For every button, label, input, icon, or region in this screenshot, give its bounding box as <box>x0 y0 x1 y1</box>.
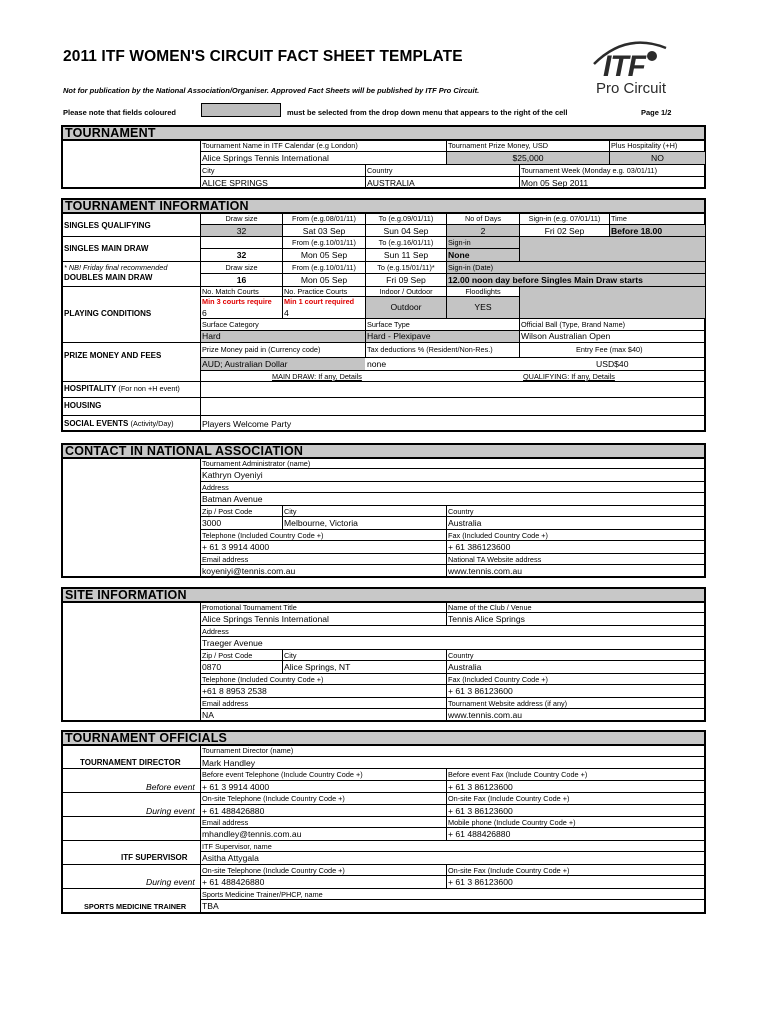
page-number: Page 1/2 <box>641 108 672 117</box>
d-signin-label: Sign-in (Date) <box>448 263 494 272</box>
surface-category-select[interactable]: Hard <box>202 331 221 341</box>
sup-fax-label: On-site Fax (Include Country Code +) <box>448 866 570 875</box>
site-fax-label: Fax (Included Country Code +) <box>448 675 548 684</box>
q-to-label: To (e.g.09/01/11) <box>378 214 434 223</box>
floodlights-select[interactable]: YES <box>474 302 492 312</box>
q-from-field[interactable]: Sat 03 Sep <box>302 226 346 236</box>
td-email-label: Email address <box>202 818 249 827</box>
m-signin-label: Sign-in <box>448 238 471 247</box>
m-from-field[interactable]: Mon 05 Sep <box>300 250 348 260</box>
d-from-field[interactable]: Mon 05 Sep <box>300 275 348 285</box>
d-to-field[interactable]: Fri 09 Sep <box>386 275 426 285</box>
q-signin-field[interactable]: Fri 02 Sep <box>544 226 585 236</box>
before-fax-field[interactable]: + 61 3 86123600 <box>448 782 513 792</box>
before-tel-label: Before event Telephone (Include Country Code +) <box>202 770 363 779</box>
contact-zip-label: Zip / Post Code <box>202 507 253 516</box>
site-country-field[interactable]: Australia <box>448 662 482 672</box>
q-from-label: From (e.g.08/01/11) <box>292 214 356 223</box>
club-venue-label: Name of the Club / Venue <box>448 603 532 612</box>
supervisor-name-label: ITF Supervisor, name <box>202 842 272 851</box>
onsite-fax-label: On-site Fax (Include Country Code +) <box>448 794 570 803</box>
contact-address-field[interactable]: Batman Avenue <box>202 494 263 504</box>
administrator-label: Tournament Administrator (name) <box>202 459 311 468</box>
playing-conditions-label: PLAYING CONDITIONS <box>64 309 152 318</box>
mobile-field[interactable]: + 61 488426880 <box>448 829 511 839</box>
practice-courts-field[interactable]: 4 <box>284 308 289 318</box>
page-title: 2011 ITF WOMEN'S CIRCUIT FACT SHEET TEMPLATE <box>63 48 463 65</box>
supervisor-name-field[interactable]: Asitha Attygala <box>202 853 259 863</box>
onsite-tel-label: On-site Telephone (Include Country Code +) <box>202 794 345 803</box>
hospitality-row-label: HOSPITALITY (For non +H event) <box>64 384 180 393</box>
d-signin-select[interactable]: 12.00 noon day before Singles Main Draw starts <box>448 275 643 285</box>
tax-label: Tax deductions % (Resident/Non-Res.) <box>367 345 493 354</box>
logo-itf-text: ITF <box>603 50 645 83</box>
practice-courts-requirement: Min 1 court required <box>284 297 355 306</box>
smt-name-label: Sports Medicine Trainer/PHCP, name <box>202 890 323 899</box>
contact-tel-field[interactable]: + 61 3 9914 4000 <box>202 542 270 552</box>
m-drawsize-field[interactable]: 32 <box>236 250 247 260</box>
indoor-outdoor-label: Indoor / Outdoor <box>379 287 433 296</box>
contact-city-label: City <box>284 507 297 516</box>
publication-note: Not for publication by the National Association/Organiser. Approved Fact Sheets will be published by ITF Pro Circuit. <box>63 86 480 95</box>
d-drawsize-field[interactable]: 16 <box>236 275 247 285</box>
m-signin-select[interactable]: None <box>448 250 470 260</box>
no-days-label: No of Days <box>464 214 502 223</box>
before-tel-field[interactable]: + 61 3 9914 4000 <box>202 782 270 792</box>
prize-money-select[interactable]: $25,000 <box>512 153 544 163</box>
section-contact <box>61 457 706 578</box>
site-address-field[interactable]: Traeger Avenue <box>202 638 263 648</box>
contact-city-field[interactable]: Melbourne, Victoria <box>284 518 358 528</box>
tax-field[interactable]: none <box>367 359 387 369</box>
td-name-field[interactable]: Mark Handley <box>202 758 256 768</box>
q-time-select[interactable]: Before 18.00 <box>611 226 663 236</box>
doubles-main-draw-label: DOUBLES MAIN DRAW <box>64 273 153 282</box>
contact-country-field[interactable]: Australia <box>448 518 482 528</box>
site-tel-field[interactable]: +61 8 8953 2538 <box>202 686 267 696</box>
indoor-outdoor-select[interactable]: Outdoor <box>390 302 422 312</box>
hospitality-select[interactable]: NO <box>651 153 664 163</box>
color-note-right: must be selected from the drop down menu that appears to the right of the cell <box>287 108 568 117</box>
contact-tel-label: Telephone (Included Country Code +) <box>202 531 324 540</box>
contact-email-label: Email address <box>202 555 249 564</box>
logo-pro-circuit-text: Pro Circuit <box>596 80 667 97</box>
before-event-label: Before event <box>146 782 195 792</box>
match-courts-field[interactable]: 6 <box>202 308 207 318</box>
tournament-week-label: Tournament Week (Monday e.g. 03/01/11) <box>521 166 658 175</box>
site-web-label: Tournament Website address (if any) <box>448 699 568 708</box>
city-label: City <box>202 166 215 175</box>
d-to-label: To (e.g.15/01/11)* <box>377 263 435 272</box>
sup-tel-label: On-site Telephone (Include Country Code +) <box>202 866 345 875</box>
d-drawsize-label: Draw size <box>225 263 258 272</box>
hospitality-label: Plus Hospitality (+H) <box>611 141 678 150</box>
site-zip-label: Zip / Post Code <box>202 651 253 660</box>
td-name-label: Tournament Director (name) <box>202 746 294 755</box>
country-label: Country <box>367 166 393 175</box>
tournament-name-label: Tournament Name in ITF Calendar (e.g London) <box>202 141 358 150</box>
tournament-name-field[interactable]: Alice Springs Tennis International <box>202 153 329 163</box>
site-email-label: Email address <box>202 699 249 708</box>
site-fax-field[interactable]: + 61 3 86123600 <box>448 686 513 696</box>
official-ball-label: Official Ball (Type, Brand Name) <box>521 320 626 329</box>
dropdown-color-swatch <box>201 103 281 117</box>
m-to-field[interactable]: Sun 11 Sep <box>383 250 429 260</box>
club-venue-field[interactable]: Tennis Alice Springs <box>448 614 525 624</box>
practice-courts-label: No. Practice Courts <box>284 287 348 296</box>
match-courts-requirement: Min 3 courts require <box>202 297 272 306</box>
sup-during-event-label: During event <box>146 877 195 887</box>
prize-money-label: Tournament Prize Money, USD <box>448 141 549 150</box>
qualifying-details-label: QUALIFYING: If any, Details <box>523 372 615 381</box>
section-header-tournament-information: TOURNAMENT INFORMATION <box>61 198 706 214</box>
entry-fee-field[interactable]: USD$40 <box>596 359 629 369</box>
section-header-site-information: SITE INFORMATION <box>61 587 706 603</box>
itf-supervisor-label: ITF SUPERVISOR <box>121 853 188 862</box>
housing-label: HOUSING <box>64 401 102 410</box>
promo-title-label: Promotional Tournament Title <box>202 603 297 612</box>
currency-label: Prize Money paid in (Currency code) <box>202 345 321 354</box>
sports-medicine-trainer-label: SPORTS MEDICINE TRAINER <box>84 902 187 911</box>
match-courts-label: No. Match Courts <box>202 287 259 296</box>
site-email-field[interactable]: NA <box>202 710 214 720</box>
onsite-tel-field[interactable]: + 61 488426880 <box>202 806 265 816</box>
during-event-label: During event <box>146 806 195 816</box>
section-header-contact: CONTACT IN NATIONAL ASSOCIATION <box>61 443 706 459</box>
m-to-label: To (e.g.16/01/11) <box>378 238 434 247</box>
sup-tel-field[interactable]: + 61 488426880 <box>202 877 265 887</box>
q-signin-label: Sign-in (e.g. 07/01/11) <box>528 214 601 223</box>
tournament-director-label: TOURNAMENT DIRECTOR <box>80 758 181 767</box>
promo-title-field[interactable]: Alice Springs Tennis International <box>202 614 329 624</box>
singles-qualifying-label: SINGLES QUALIFYING <box>64 221 151 230</box>
country-field[interactable]: AUSTRALIA <box>367 178 415 188</box>
prize-money-fees-label: PRIZE MONEY AND FEES <box>64 351 162 360</box>
before-fax-label: Before event Fax (Include Country Code +) <box>448 770 588 779</box>
section-site-information <box>61 601 706 722</box>
onsite-fax-field[interactable]: + 61 3 86123600 <box>448 806 513 816</box>
q-drawsize-select[interactable]: 32 <box>236 226 247 236</box>
friday-final-note: * NB! Friday final recommended <box>64 263 168 272</box>
contact-email-field[interactable]: koyeniyi@tennis.com.au <box>202 566 296 576</box>
contact-web-field[interactable]: www.tennis.com.au <box>448 566 523 576</box>
tournament-week-field[interactable]: Mon 05 Sep 2011 <box>521 178 589 188</box>
site-zip-field[interactable]: 0870 <box>202 662 222 672</box>
section-header-officials: TOURNAMENT OFFICIALS <box>61 730 706 746</box>
surface-category-label: Surface Category <box>202 320 259 329</box>
contact-address-label: Address <box>202 483 229 492</box>
smt-name-field[interactable]: TBA <box>202 901 219 911</box>
color-note-left: Please note that fields coloured <box>63 108 176 117</box>
site-country-label: Country <box>448 651 474 660</box>
q-days-select[interactable]: 2 <box>480 226 486 236</box>
td-email-field[interactable]: mhandley@tennis.com.au <box>202 829 302 839</box>
contact-web-label: National TA Website address <box>448 555 542 564</box>
contact-fax-label: Fax (Included Country Code +) <box>448 531 548 540</box>
sup-fax-field[interactable]: + 61 3 86123600 <box>448 877 513 887</box>
contact-fax-field[interactable]: + 61 386123600 <box>448 542 511 552</box>
singles-main-draw-label: SINGLES MAIN DRAW <box>64 244 149 253</box>
city-field[interactable]: ALICE SPRINGS <box>202 178 268 188</box>
mobile-label: Mobile phone (Include Country Code +) <box>448 818 576 827</box>
contact-zip-field[interactable]: 3000 <box>202 518 222 528</box>
official-ball-field[interactable]: Wilson Australian Open <box>521 331 611 341</box>
site-web-field[interactable]: www.tennis.com.au <box>448 710 523 720</box>
q-drawsize-label: Draw size <box>225 214 258 223</box>
site-tel-label: Telephone (Included Country Code +) <box>202 675 324 684</box>
q-time-label: Time <box>611 214 627 223</box>
site-city-label: City <box>284 651 297 660</box>
q-to-field[interactable]: Sun 04 Sep <box>383 226 429 236</box>
section-header-tournament: TOURNAMENT <box>61 125 706 141</box>
main-draw-details-label: MAIN DRAW: If any, Details <box>272 372 362 381</box>
m-from-label: From (e.g.10/01/11) <box>292 238 356 247</box>
currency-select[interactable]: AUD; Australian Dollar <box>202 359 288 369</box>
social-events-field[interactable]: Players Welcome Party <box>202 419 292 429</box>
floodlights-label: Floodlights <box>465 287 501 296</box>
site-address-label: Address <box>202 627 229 636</box>
administrator-field[interactable]: Kathryn Oyeniyi <box>202 470 263 480</box>
surface-type-label: Surface Type <box>367 320 410 329</box>
contact-country-label: Country <box>448 507 474 516</box>
entry-fee-label: Entry Fee (max $40) <box>576 345 643 354</box>
d-from-label: From (e.g.10/01/11) <box>292 263 356 272</box>
social-events-label: SOCIAL EVENTS (Activity/Day) <box>64 419 174 428</box>
surface-type-select[interactable]: Hard - Plexipave <box>367 331 431 341</box>
site-city-field[interactable]: Alice Springs, NT <box>284 662 351 672</box>
